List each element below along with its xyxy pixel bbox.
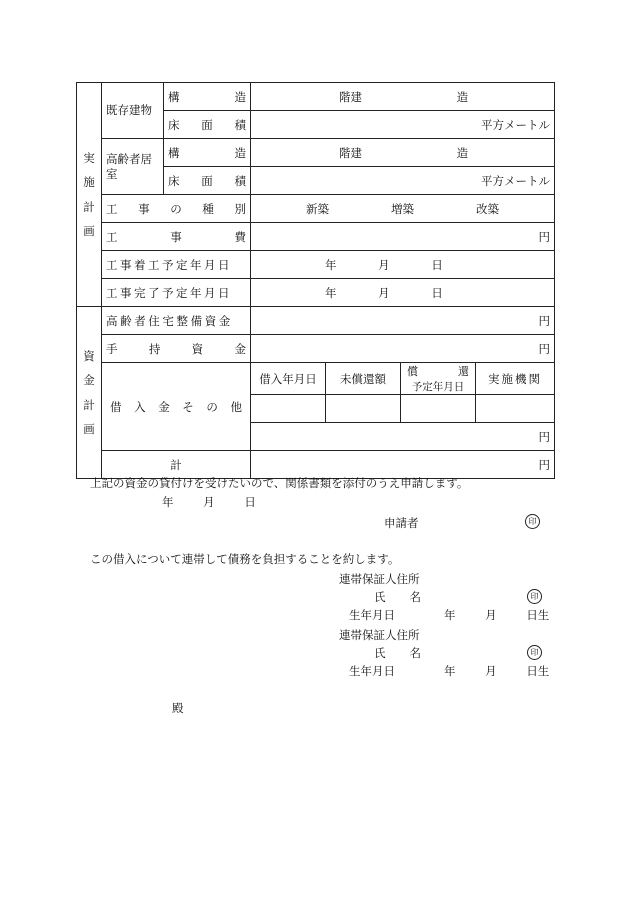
- chakko-date-field[interactable]: 年 月 日: [251, 251, 555, 279]
- temochi-label: 手 持 資 金: [102, 335, 251, 363]
- addressee-dono: 殿: [172, 701, 184, 715]
- kizon-kozo-field[interactable]: 階建 造: [251, 83, 555, 111]
- guarantor2-birth-label: 生年月日: [349, 664, 395, 678]
- guarantor1-name-label: 氏 名: [374, 590, 421, 604]
- koreisha-label: 高齢者居室: [102, 139, 164, 195]
- guarantor1-address-label: 連帯保証人住所: [339, 572, 420, 586]
- kariire-amount-field[interactable]: 円: [251, 423, 555, 451]
- jisshi-keikaku-label: 実 施 計 画: [77, 83, 102, 307]
- kizon-kozo-label: 構 造: [164, 83, 251, 111]
- guarantor2-seal: 印: [527, 644, 542, 660]
- guarantor1-seal: 印: [527, 588, 542, 604]
- misho-field[interactable]: [326, 395, 401, 423]
- kikan-field[interactable]: [476, 395, 555, 423]
- guarantor2-name-label: 氏 名: [374, 646, 421, 660]
- apply-statement: 上記の資金の貸付けを受けたいので、関係書類を添付のうえ申請します。: [90, 476, 469, 490]
- header-kikan: 実施機関: [476, 363, 555, 395]
- kizon-label: 既存建物: [102, 83, 164, 139]
- guarantor2-birth-date[interactable]: 年 月 日生: [444, 664, 550, 678]
- guarantor1-birth-date[interactable]: 年 月 日生: [444, 608, 550, 622]
- koreisha-kozo-label: 構 造: [164, 139, 251, 167]
- header-misho: 未償還額: [326, 363, 401, 395]
- shokan-field[interactable]: [401, 395, 476, 423]
- koreisha-kozo-field[interactable]: 階建 造: [251, 139, 555, 167]
- application-table: [76, 82, 555, 479]
- koreisha-yuka-field[interactable]: 平方メートル: [251, 167, 555, 195]
- kanryo-date-field[interactable]: 年 月 日: [251, 279, 555, 307]
- guarantor2-address-label: 連帯保証人住所: [339, 628, 420, 642]
- temochi-field[interactable]: 円: [251, 335, 555, 363]
- koji-shubetsu-label: 工 事 の 種 別: [102, 195, 251, 223]
- guarantee-statement: この借入について連帯して債務を負担することを約します。: [90, 552, 400, 566]
- seibi-field[interactable]: 円: [251, 307, 555, 335]
- option-zochiku[interactable]: 増築: [391, 201, 414, 216]
- koji-hi-field[interactable]: 円: [251, 223, 555, 251]
- kanryo-label: 工事完了予定年月日: [102, 279, 251, 307]
- koji-hi-label: 工 事 費: [102, 223, 251, 251]
- total-field[interactable]: 円: [251, 451, 555, 479]
- kariire-label: 借 入 金 そ の 他: [102, 363, 251, 451]
- header-shokan: 償 還 予定年月日: [401, 363, 476, 395]
- applicant-label: 申請者: [384, 516, 419, 530]
- seibi-label: 高齢者住宅整備資金: [102, 307, 251, 335]
- option-kaichiku[interactable]: 改築: [476, 201, 499, 216]
- kariire-date-field[interactable]: [251, 395, 326, 423]
- kizon-yuka-label: 床 面 積: [164, 111, 251, 139]
- header-kariire-date: 借入年月日: [251, 363, 326, 395]
- applicant-seal: 印: [525, 513, 540, 529]
- total-label: 計: [102, 451, 251, 479]
- koreisha-yuka-label: 床 面 積: [164, 167, 251, 195]
- koji-shubetsu-options[interactable]: [251, 195, 555, 223]
- kizon-yuka-field[interactable]: 平方メートル: [251, 111, 555, 139]
- option-shinchiku[interactable]: 新築: [306, 201, 329, 216]
- chakko-label: 工事着工予定年月日: [102, 251, 251, 279]
- shikin-keikaku-label: 資 金 計 画: [77, 307, 102, 479]
- apply-date[interactable]: 年 月 日: [162, 495, 256, 509]
- guarantor1-birth-label: 生年月日: [349, 608, 395, 622]
